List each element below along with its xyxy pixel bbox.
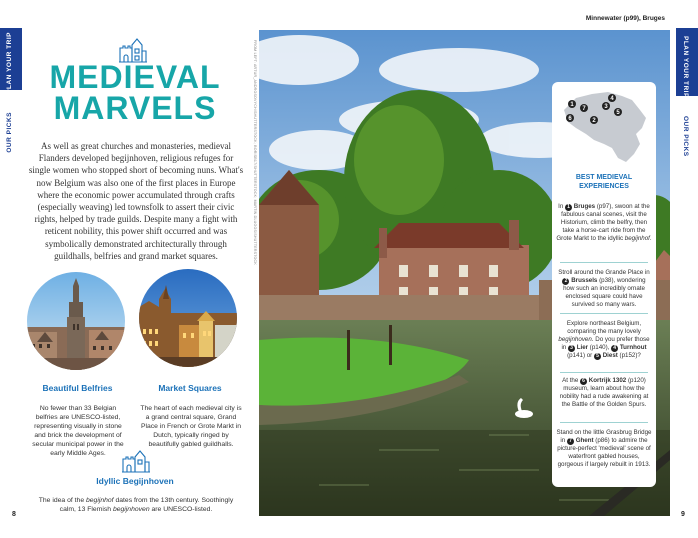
belgium-map (556, 88, 652, 166)
divider (560, 313, 648, 314)
side-tab-highlight (0, 28, 22, 94)
side-tab-picks-label: OUR PICKS (682, 116, 689, 157)
photo-credit: FROM LEFT: ARTUR_ANDROSOVYCH/SHUTTERSTOCK; BORISB17/SHUTTERSTOCK; MARTIN.DLUGOS/SHUTTERSTOCK (253, 40, 257, 265)
map-marker-7: 7 (582, 106, 586, 112)
map-marker-2: 2 (592, 118, 596, 124)
begijnhoven-text: The idea of the begijnhof dates from the 13th century. Soothingly calm, 13 Flemish begijnhoven are UNESCO-listed. (38, 497, 234, 513)
panel-title: BEST MEDIEVAL EXPERIENCES (575, 174, 633, 190)
experience-entry-brussels: Stroll around the Grande Place in 2 Brussels (p38), wondering how such an incredibly ornate enclosed square could have survived so many wars. (558, 269, 650, 309)
market-square-photo (139, 269, 237, 367)
title-line-2: MARVELS (53, 90, 217, 126)
experience-entry-ghent: Stand on the little Grasbrug Bridge in 7 Ghent (p86) to admire the picture-perfect 'medieval' scene of waterfront gabled houses, gorgeous if largely rebuilt in 1913. (556, 429, 652, 469)
side-tab (0, 28, 22, 153)
left-page (0, 0, 259, 538)
side-tab-highlight (676, 28, 698, 96)
belfries-text: No fewer than 33 Belgian belfries are UNESCO-listed, representing visually in stone and brick the development of secular municipal power in the early Middle Ages. (32, 405, 124, 457)
page-title (30, 59, 240, 126)
photo-location-caption: Minnewater (p99), Bruges (585, 15, 665, 22)
experience-entry-kortrijk: At the 6 Kortrijk 1302 (p120) museum, learn about how the nobility had a rude awakening at the Battle of the Golden Spurs. (559, 377, 649, 409)
castle-icon (121, 449, 151, 473)
divider (560, 372, 648, 373)
belfries-heading: Beautiful Belfries (42, 383, 113, 393)
begijnhoven-heading: Idyllic Begijnhoven (96, 476, 174, 486)
map-marker-1: 1 (570, 102, 574, 108)
map-marker-6: 6 (568, 116, 572, 122)
side-tab (676, 28, 698, 157)
map-marker-3: 3 (604, 104, 608, 110)
belfry-photo (27, 272, 125, 370)
squares-heading: Market Squares (158, 383, 222, 393)
best-medieval-experiences-panel (552, 82, 656, 487)
experience-entry-bruges: In 1 Bruges (p97), swoon at the fabulous canal scenes, visit the Historium, climb the belfry, then take a horse-cart ride from the Grote Markt to the idyllic begijnhof. (556, 203, 652, 243)
map-marker-5: 5 (616, 110, 620, 116)
page-number-left: 8 (12, 511, 16, 518)
page-number-right: 9 (681, 511, 685, 518)
divider (560, 262, 648, 263)
experience-entry-northeast: Explore northeast Belgium, comparing the many lovely begijnhoven. Do you prefer those in 3 Lier (p140), 4 Turnhout (p141) or 5 Diest (p152)? (558, 320, 650, 360)
side-tab-picks-label: OUR PICKS (6, 112, 13, 153)
side-tab-plan-label: PLAN YOUR TRIP (682, 36, 689, 98)
title-line-1: MEDIEVAL (49, 59, 221, 95)
side-tab-plan-label: PLAN YOUR TRIP (6, 32, 13, 94)
map-marker-4: 4 (610, 96, 614, 102)
divider (560, 422, 648, 423)
squares-text: The heart of each medieval city is a grand central square, Grand Place in French or Grote Markt in Dutch, typically ringed by beautifully gabled guildhalls. (140, 405, 242, 448)
intro-paragraph: As well as great churches and monasteries, medieval Flanders developed begijnhoven, religious refuges for single women who stopped short of becoming nuns. What's now Belgium was also one of the first places in Europe where the economic power accumulated through crafts (especially weaving) led townsfolk to assert their civic rights, helped by trade guilds. Despite many a fight with reticent nobility, this power shift occurred and was symbolically demonstrated architecturally through guildhalls, belfries and grand market squares. (28, 141, 244, 261)
